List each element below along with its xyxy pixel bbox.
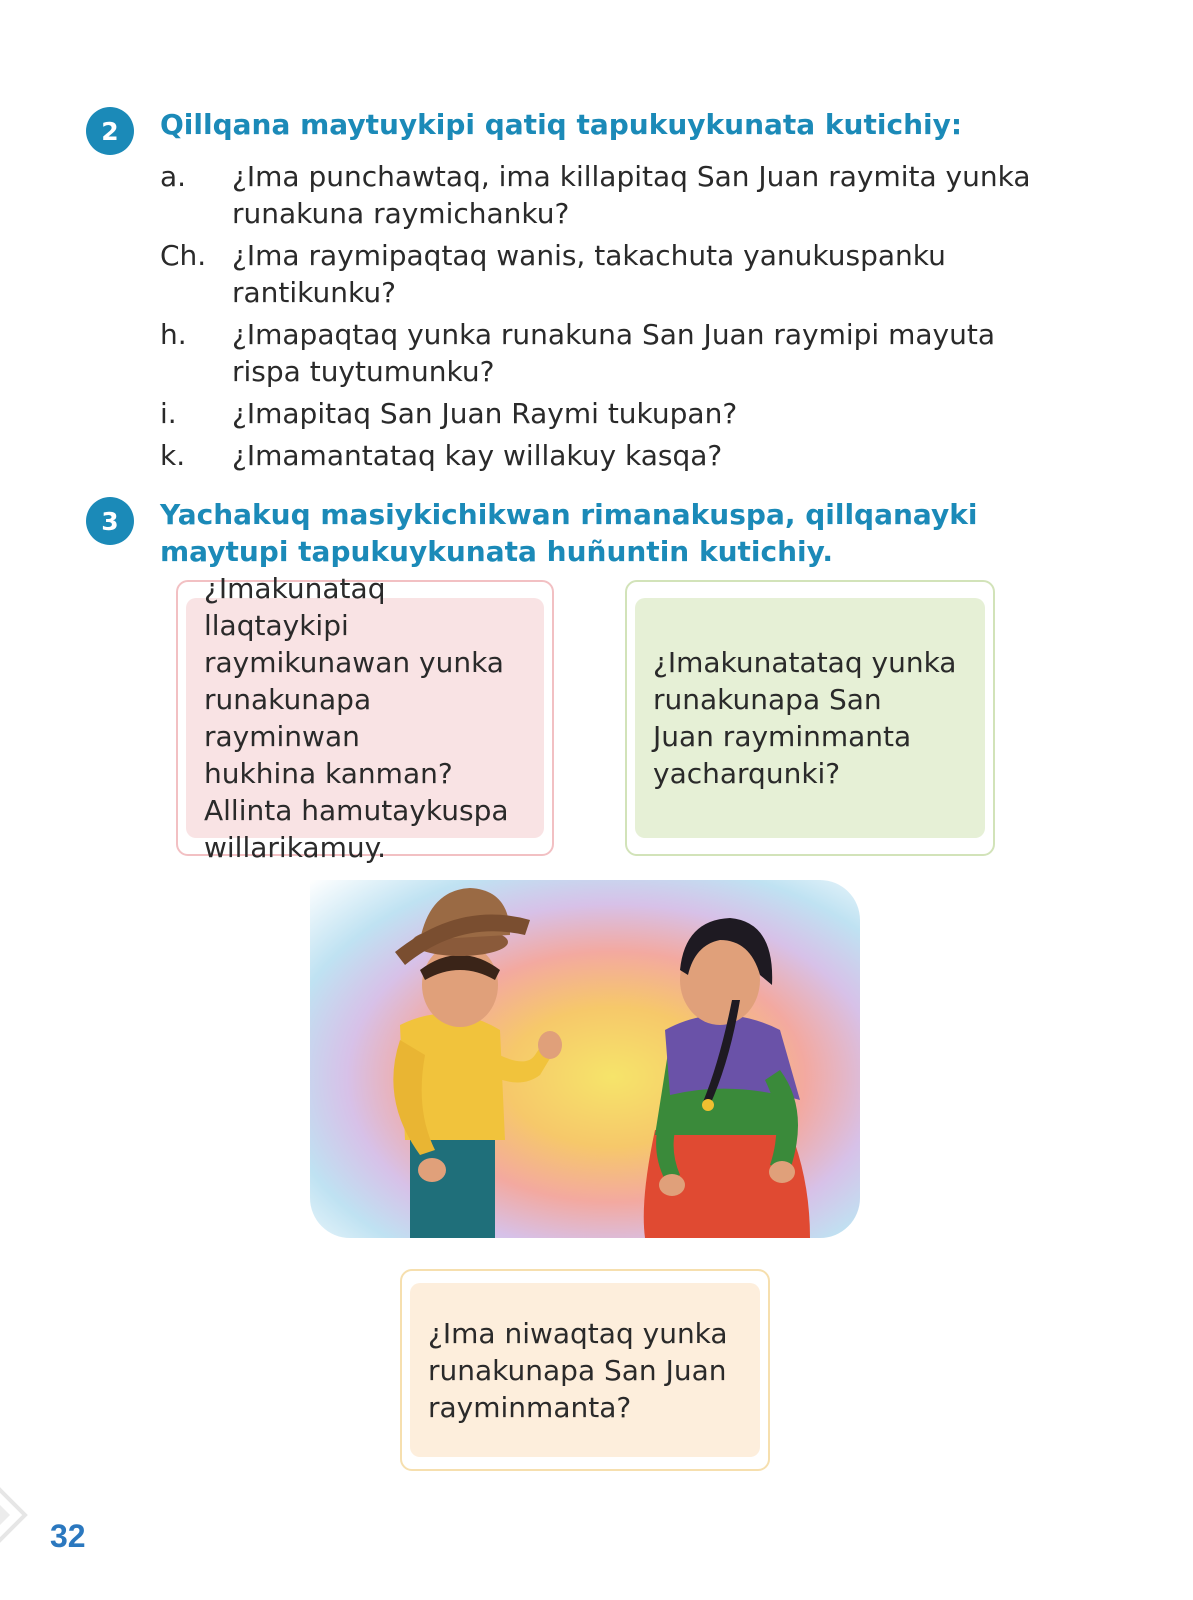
illustration-children-talking [310,880,860,1238]
card-text: ¿Imakunatataq yunka runakunapa San Juan rayminmanta yacharqunki? [653,646,957,790]
list-item [160,437,1060,474]
question-card-pink [176,572,554,864]
children-svg [310,880,860,1238]
question-card-green [625,580,995,856]
list-item [160,316,1060,390]
question-card-orange [400,1269,770,1471]
boy-figure [393,888,562,1238]
section-number-badge: 3 [86,497,134,545]
list-item [160,158,1060,232]
section-number-badge: 2 [86,107,134,155]
section-title: Yachakuq masiykichikwan rimanakuspa, qillqanayki maytupi tapukuykunata huñuntin kutichiy. [160,498,978,568]
card-text: ¿Imakunataq llaqtaykipi raymikunawan yunka runakunapa rayminwan hukhina kanman? Allinta hamutaykuspa willarikamuy. [204,572,509,864]
diamond-pattern-icon [0,1480,40,1570]
item-letter: k. [160,439,186,472]
list-item [160,395,1060,432]
item-text: ¿Imapitaq San Juan Raymi tukupan? [232,397,738,430]
item-text: ¿Imapaqtaq yunka runakuna San Juan raymipi mayuta rispa tuytumunku? [232,318,995,388]
item-letter: Ch. [160,239,207,272]
item-text: ¿Ima raymipaqtaq wanis, takachuta yanukuspanku rantikunku? [232,239,946,309]
girl-figure [644,918,810,1238]
page-number: 32 [50,1518,86,1554]
corner-decoration [0,1480,40,1570]
list-item [160,237,1060,311]
item-text: ¿Ima punchawtaq, ima killapitaq San Juan raymita yunka runakuna raymichanku? [232,160,1031,230]
question-list [160,158,1060,479]
item-letter: a. [160,160,187,193]
item-letter: i. [160,397,177,430]
card-text: ¿Ima niwaqtaq yunka runakunapa San Juan rayminmanta? [428,1316,728,1424]
item-letter: h. [160,318,187,351]
item-text: ¿Imamantataq kay willakuy kasqa? [232,439,723,472]
section-title: Qillqana maytuykipi qatiq tapukuykunata kutichiy: [160,108,963,141]
